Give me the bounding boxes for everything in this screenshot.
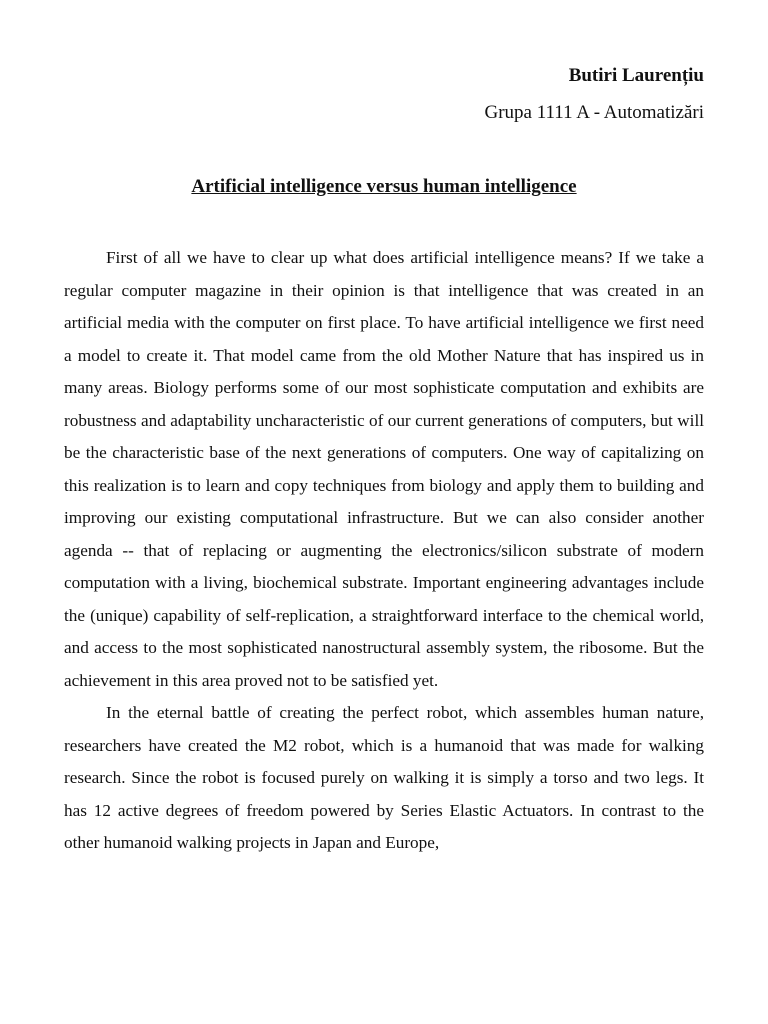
- paragraph-1: First of all we have to clear up what does artificial intelligence means? If we take a regular computer magazine in their opinion is that intelligence that was created in an artificial media with the computer on first place. To have artificial intelligence we first need a model to create it. That model came from the old Mother Nature that has inspired us in many areas. Biology performs some of our most sophisticate computation and exhibits are robustness and adaptability uncharacteristic of our current generations of computers, but will be the characteristic base of the next generations of computers. One way of capitalizing on this realization is to learn and copy techniques from biology and apply them to building and improving our existing computational infrastructure. But we can also consider another agenda -- that of replacing or augmenting the electronics/silicon substrate of modern computation with a living, biochemical substrate. Important engineering advantages include the (unique) capability of self-replication, a straightforward interface to the chemical world, and access to the most sophisticated nanostructural assembly system, the ribosome. But the achievement in this area proved not to be satisfied yet.: [64, 248, 704, 690]
- group-info: Grupa 1111 A - Automatizări: [484, 102, 704, 123]
- document-page: [64, 0, 704, 1024]
- document-title: Artificial intelligence versus human intelligence: [191, 176, 577, 197]
- document-body: [64, 242, 704, 860]
- paragraph-2: In the eternal battle of creating the perfect robot, which assembles human nature, researchers have created the M2 robot, which is a humanoid that was made for walking research. Since the robot is focused purely on walking it is simply a torso and two legs. It has 12 active degrees of freedom powered by Series Elastic Actuators. In contrast to the other humanoid walking projects in Japan and Europe,: [64, 703, 704, 852]
- author-name: Butiri Laurențiu: [568, 65, 704, 86]
